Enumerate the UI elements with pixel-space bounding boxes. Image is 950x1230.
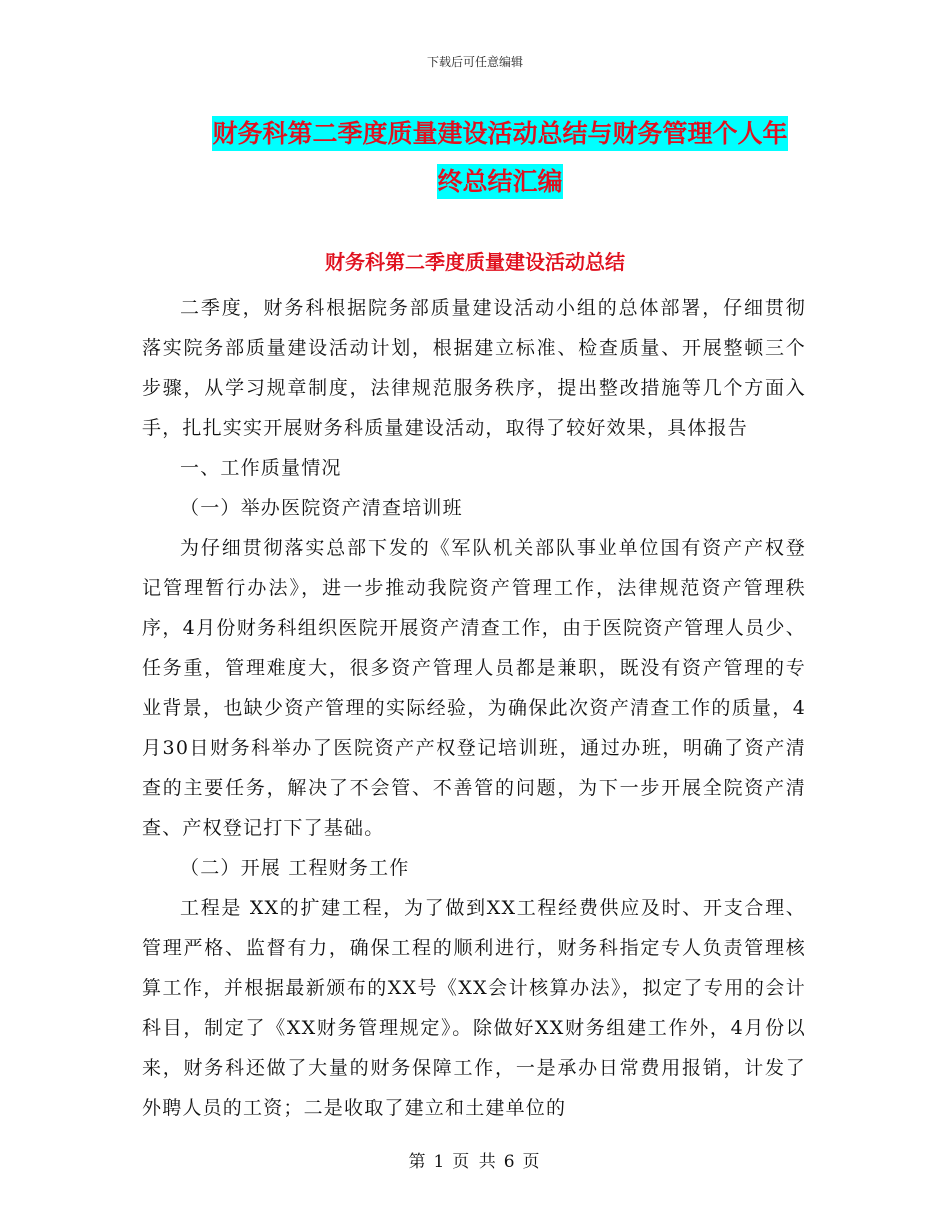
subheading-asset-training: （一）举办医院资产清查培训班 bbox=[180, 497, 463, 519]
document-title bbox=[140, 110, 860, 206]
subheading-engineering-finance: （二）开展 工程财务工作 bbox=[180, 857, 410, 879]
footer-prefix: 第 bbox=[408, 1152, 428, 1172]
heading-work-quality: 一、工作质量情况 bbox=[180, 457, 342, 479]
footer-page-number: 1 bbox=[433, 1152, 447, 1172]
paragraph-intro: 二季度，财务科根据院务部质量建设活动小组的总体部署，仔细贯彻落实院务部质量建设活动计划，根据建立标准、检查质量、开展整顿三个步骤，从学习规章制度，法律规范服务秩序，提出整改措施等几个方面入手，扎扎实实开展财务科质量建设活动，取得了较好效果，具体报告 bbox=[142, 297, 806, 439]
footer-suffix: 页 bbox=[522, 1152, 542, 1172]
footer-middle: 页 共 bbox=[452, 1152, 498, 1172]
paragraph-asset-training: 为仔细贯彻落实总部下发的《军队机关部队事业单位国有资产产权登记管理暂行办法》，进一步推动我院资产管理工作，法律规范资产管理秩序，4月份财务科组织医院开展资产清查工作，由于医院资产管理人员少、任务重，管理难度大，很多资产管理人员都是兼职，既没有资产管理的专业背景，也缺少资产管理的实际经验，为确保此次资产清查工作的质量，4月30日财务科举办了医院资产产权登记培训班，通过办班，明确了资产清查的主要任务，解决了不会管、不善管的问题，为下一步开展全院资产清查、产权登记打下了基础。 bbox=[142, 537, 806, 839]
document-body bbox=[142, 288, 806, 1128]
document-title-line1: 财务科第二季度质量建设活动总结与财务管理个人年 bbox=[212, 116, 787, 151]
page-footer bbox=[0, 1147, 950, 1172]
header-note: 下载后可任意编辑 bbox=[426, 55, 523, 69]
document-title-line2: 终总结汇编 bbox=[437, 164, 562, 199]
section-title: 财务科第二季度质量建设活动总结 bbox=[325, 250, 625, 274]
paragraph-engineering-finance: 工程是 XX的扩建工程，为了做到XX工程经费供应及时、开支合理、管理严格、监督有力，确保工程的顺利进行，财务科指定专人负责管理核算工作，并根据最新颁布的XX号《XX会计核算办法》，拟定了专用的会计科目，制定了《XX财务管理规定》。除做好XX财务组建工作外，4月份以来，财务科还做了大量的财务保障工作，一是承办日常费用报销，计发了外聘人员的工资；二是收取了建立和土建单位的 bbox=[142, 897, 806, 1119]
footer-total-pages: 6 bbox=[503, 1152, 517, 1172]
